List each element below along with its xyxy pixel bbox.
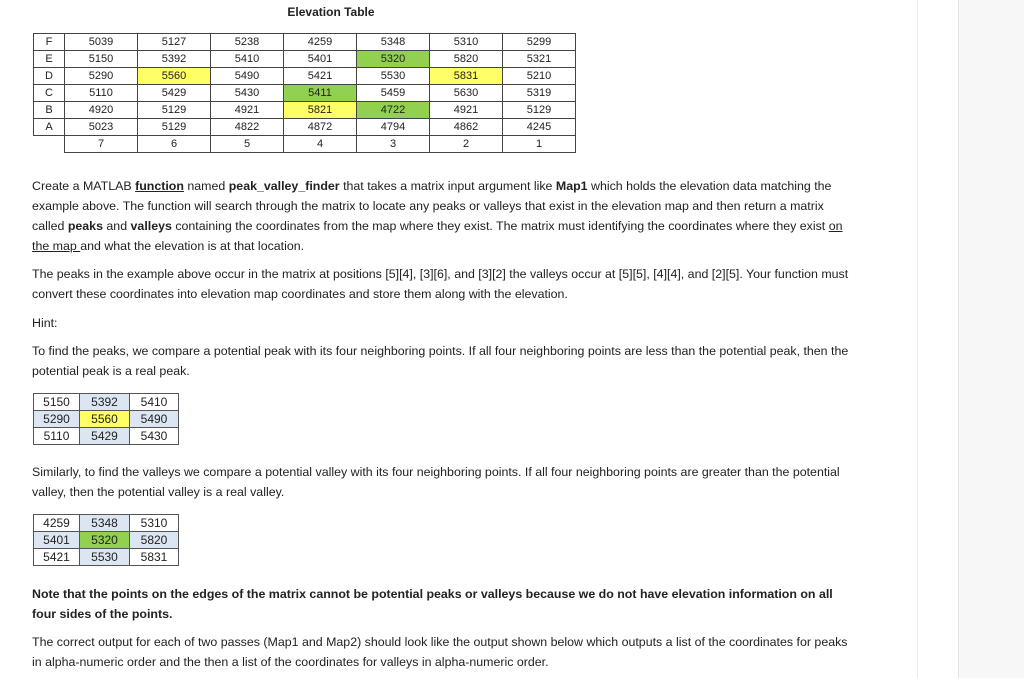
elevation-cell: 5150 [65,51,138,68]
example-cell: 5401 [34,532,80,549]
corner-blank [34,136,65,153]
elevation-cell: 4862 [430,119,503,136]
example-cell: 5421 [34,549,80,566]
edge-note-paragraph: Note that the points on the edges of the matrix cannot be potential peaks or valleys because we do not have elevation information on all four sides of the points. [32,587,833,621]
example-cell: 5310 [130,515,179,532]
row-label: C [34,85,65,102]
example-row [34,428,179,445]
elevation-cell: 4245 [503,119,576,136]
elevation-cell: 5630 [430,85,503,102]
column-label: 3 [357,136,430,153]
row-label: E [34,51,65,68]
valley-rule-paragraph: Similarly, to find the valleys we compare a potential valley with its four neighboring points. If all four neighboring points are greater than the potential valley, then the potential valley is a real valley. [32,465,840,499]
example-cell: 5320 [80,532,130,549]
example-cell: 5429 [80,428,130,445]
elevation-cell: 4822 [211,119,284,136]
function-link[interactable]: function [135,179,184,193]
elevation-cell: 4722 [357,102,430,119]
example-cell: 5150 [34,394,80,411]
elevation-cell: 5299 [503,34,576,51]
example-cell: 5410 [130,394,179,411]
elevation-cell: 4921 [430,102,503,119]
elevation-cell: 5290 [65,68,138,85]
column-label: 1 [503,136,576,153]
peak-rule-paragraph: To find the peaks, we compare a potential peak with its four neighboring points. If all four neighboring points are less than the potential peak, then the potential peak is a real peak. [32,344,849,378]
elevation-cell: 5319 [503,85,576,102]
elevation-cell: 5430 [211,85,284,102]
elevation-cell: 5129 [138,102,211,119]
right-sidebar [958,0,1024,678]
elevation-cell: 5348 [357,34,430,51]
elevation-cell: 5459 [357,85,430,102]
elevation-cell: 5110 [65,85,138,102]
elevation-cell: 5129 [138,119,211,136]
elevation-cell: 4794 [357,119,430,136]
valley-example-table [33,514,179,566]
elevation-cell: 5320 [357,51,430,68]
elevation-cell: 5410 [211,51,284,68]
column-label: 4 [284,136,357,153]
elevation-row [34,34,576,51]
example-cell: 5348 [80,515,130,532]
hint-label: Hint: [32,316,58,330]
elevation-cell: 5490 [211,68,284,85]
elevation-cell: 4872 [284,119,357,136]
peaks-valleys-positions-paragraph: The peaks in the example above occur in the matrix at positions [5][4], [3][6], and [3][2] the valleys occur at [5][5], [4][4], and [2][5]. Your function must convert these coordinates into elevation map coordinates and store them along with the elevation. [32,267,849,301]
elevation-cell: 5560 [138,68,211,85]
elevation-cell: 5210 [503,68,576,85]
example-cell: 5530 [80,549,130,566]
row-label: B [34,102,65,119]
elevation-cell: 5821 [284,102,357,119]
column-label: 7 [65,136,138,153]
elevation-cell: 5401 [284,51,357,68]
example-cell: 5831 [130,549,179,566]
example-row [34,515,179,532]
instructions-paragraph: Create a MATLAB function named peak_valley_finder that takes a matrix input argument like Map1 which holds the elevation data matching the example above. The function will search through the matrix to locate any peaks or valleys that exist in the elevation map and then return a matrix called peaks and valleys containing the coordinates from the map where they exist. The matrix must identifying the coordinates where they exist on the map and what the elevation is at that location. [32,179,843,253]
row-label: F [34,34,65,51]
expected-output-paragraph: The correct output for each of two passes (Map1 and Map2) should look like the output shown below which outputs a list of the coordinates for peaks in alpha-numeric order and the then a list of the coordinates for valleys in alpha-numeric order. [32,635,848,669]
elevation-cell: 5820 [430,51,503,68]
elevation-row [34,119,576,136]
column-label: 5 [211,136,284,153]
row-label: A [34,119,65,136]
column-label: 2 [430,136,503,153]
example-cell: 5490 [130,411,179,428]
elevation-cell: 5530 [357,68,430,85]
example-cell: 5110 [34,428,80,445]
elevation-cell: 4921 [211,102,284,119]
example-cell: 5430 [130,428,179,445]
elevation-cell: 5392 [138,51,211,68]
elevation-cell: 5039 [65,34,138,51]
example-row [34,549,179,566]
elevation-row [34,51,576,68]
example-cell: 5290 [34,411,80,428]
elevation-cell: 4920 [65,102,138,119]
elevation-cell: 4259 [284,34,357,51]
elevation-cell: 5310 [430,34,503,51]
elevation-cell: 5127 [138,34,211,51]
elevation-row [34,68,576,85]
elevation-cell: 5411 [284,85,357,102]
example-cell: 5560 [80,411,130,428]
elevation-table-title: Elevation Table [287,5,375,19]
peak-example-table [33,393,179,445]
example-row [34,411,179,428]
example-cell: 5820 [130,532,179,549]
example-row [34,532,179,549]
row-label: D [34,68,65,85]
elevation-row [34,102,576,119]
on-the-map-underlined: on the map [32,219,843,253]
elevation-cell: 5421 [284,68,357,85]
elevation-cell: 5238 [211,34,284,51]
elevation-cell: 5023 [65,119,138,136]
example-cell: 5392 [80,394,130,411]
elevation-table [33,33,576,153]
example-row [34,394,179,411]
column-label: 6 [138,136,211,153]
elevation-cell: 5129 [503,102,576,119]
elevation-cell: 5429 [138,85,211,102]
function-name: peak_valley_finder [228,179,340,193]
content-border [917,0,918,678]
elevation-row [34,85,576,102]
elevation-cell: 5321 [503,51,576,68]
column-label-row [34,136,576,153]
example-cell: 4259 [34,515,80,532]
elevation-cell: 5831 [430,68,503,85]
